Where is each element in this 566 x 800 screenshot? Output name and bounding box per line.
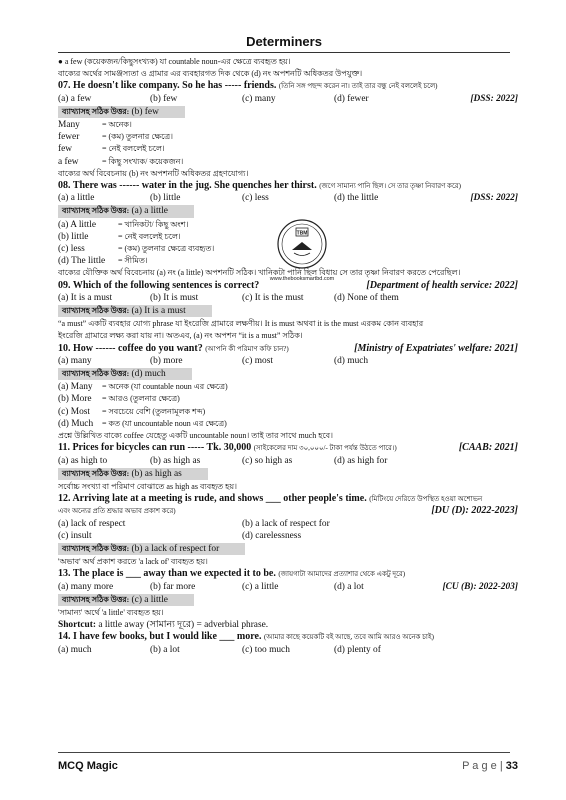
page-title: Determiners xyxy=(246,34,322,49)
explanation-note: “a must” একটি ব্যবহার যোগ্য phrase যা ইংরেজি গ্রামারে লক্ষণীয়। It is must অথবা it is the must এরকম কোন ব্যবহার xyxy=(58,319,424,329)
option: (a) much xyxy=(58,644,92,655)
explanation-note: 'অভাব' অর্থ প্রকাশ করতে 'a lack of' ব্যবহৃত হয়। xyxy=(58,557,208,567)
glossary-row: fewer = (কম) তুলনার ক্ষেত্রে। xyxy=(58,132,174,143)
option: (d) None of them xyxy=(334,292,399,303)
question-stem: 09. Which of the following sentences is correct? [Department of health service: 2022] xyxy=(58,279,518,291)
glossary-row: (a) Many = অনেক (যা countable noun এর ক্ষেত্রে) xyxy=(58,382,228,393)
option: (c) It is the must xyxy=(242,292,304,303)
option: (b) more xyxy=(150,355,183,366)
glossary-row: (b) little = নেই বললেই চলে। xyxy=(58,231,181,242)
glossary-row: Many = অনেক। xyxy=(58,120,132,131)
option: (b) a lot xyxy=(150,644,180,655)
explanation-note: বাক্যের যৌক্তিক অর্থ বিবেচনায় (a) নং (a little) অপশনটি সঠিক। খানিকটা পানি ছিল বিধায় সে তার তৃষ্ণা নিবারণ করতে পেরেছিল। xyxy=(58,268,461,278)
page-number: P a g e | 33 xyxy=(462,760,518,772)
option: (b) as high as xyxy=(150,455,201,466)
option: (a) a few xyxy=(58,93,92,104)
glossary-row: (d) Much = কত (যা uncountable noun এর ক্ষেত্রে) xyxy=(58,418,227,429)
intro-line: ● a few (কয়েকজন/কিছুসংখ্যক) যা countable noun-এর ক্ষেত্রে ব্যবহৃত হয়। xyxy=(58,57,291,66)
question-stem: 13. The place is ___ away than we expected it to be. (জায়গাটা আমাদের প্রত্যাশার থেকে একটু দূরে) xyxy=(58,568,406,580)
shortcut-note: Shortcut: a little away (সামান্য দূরে) = adverbial phrase. xyxy=(58,620,269,631)
glossary-row: few = নেই বললেই চলে। xyxy=(58,144,165,155)
options-row xyxy=(58,455,518,467)
footer-divider xyxy=(58,752,510,753)
header-divider xyxy=(58,52,510,53)
content xyxy=(58,56,518,656)
option: (c) so high as xyxy=(242,455,293,466)
question-stem: 08. There was ------ water in the jug. She quenches her thirst. (জগে সামান্য পানি ছিল। সে তার তৃষ্ণা নিবারণ করে) xyxy=(58,180,461,192)
footer-title: MCQ Magic xyxy=(58,760,118,772)
options-row xyxy=(58,644,518,656)
option: (d) the little xyxy=(334,193,379,204)
option: (c) most xyxy=(242,355,273,366)
options-row xyxy=(58,93,518,105)
option: (c) too much xyxy=(242,644,290,655)
glossary-row: (c) less = (কম) তুলনার ক্ষেত্রে ব্যবহৃত। xyxy=(58,244,215,255)
answer-box: ব্যাখ্যাসহ সঠিক উত্তর: (b) few xyxy=(58,106,185,118)
option: (d) fewer xyxy=(334,93,369,104)
option: (a) a little xyxy=(58,193,95,204)
glossary-row: a few = কিছু সংখ্যক/ কয়েকজন। xyxy=(58,156,184,167)
option: (b) little xyxy=(150,193,181,204)
explanation-note: বাক্যের অর্থ বিবেচনায় (b) নং অপশনটি অধিকতর গ্রহণযোগ্য। xyxy=(58,168,249,178)
question-source: [CAAB: 2021] xyxy=(458,442,518,454)
publisher-logo xyxy=(263,212,341,290)
option: (b) It is must xyxy=(150,292,199,303)
question-stem: 12. Arriving late at a meeting is rude, and shows ___ other people's time. (মিটিংয়ে দেরিতে উপস্থিত হওয়া অশোভন xyxy=(58,493,483,505)
question-source: [Department of health service: 2022] xyxy=(366,279,518,291)
answer-box: ব্যাখ্যাসহ সঠিক উত্তর: (a) It is a must xyxy=(58,305,212,317)
glossary-row: (c) Most = সবচেয়ে বেশি (তুলনামূলক শব্দ) xyxy=(58,406,206,417)
option: (c) insult xyxy=(58,530,92,541)
option: (c) less xyxy=(242,193,269,204)
option: (a) lack of respect xyxy=(58,518,126,529)
explanation-note: প্রশ্নে উল্লিখিত বাক্যে coffee যেহেতু একটি uncountable noun। তাই তার সাথে much হবে। xyxy=(58,431,333,441)
option: (a) It is a must xyxy=(58,292,113,303)
options-row xyxy=(58,355,518,367)
glossary-row: (d) The little = সীমিত। xyxy=(58,256,148,267)
option: (d) as high for xyxy=(334,455,388,466)
option: (a) many xyxy=(58,355,92,366)
option: (c) a little xyxy=(242,581,279,592)
logo-caption: www.thebooksmartbd.com xyxy=(269,276,335,282)
options-row xyxy=(58,292,518,304)
option: (a) as high to xyxy=(58,455,108,466)
glossary-row: (a) A little = খানিকটা/ কিছু অংশ। xyxy=(58,219,189,230)
option: (d) plenty of xyxy=(334,644,381,655)
option: (b) few xyxy=(150,93,178,104)
question-stem: 14. I have few books, but I would like ___ more. (আমার কাছে কয়েকটি বই আছে, তবে আমি আরও অনেক চাই) xyxy=(58,631,434,643)
question-stem: 07. He doesn't like company. So he has ----- friends. (তিনি সঙ্গ পছন্দ করেন না। তাই তার বন্ধু নেই বললেই চলে) xyxy=(58,80,438,92)
question-stem: 11. Prices for bicycles can run ----- Tk. 30,000 (সাইকেলের দাম ৩০,০০০/- টাকা পর্যন্ত উঠতে পারে।) [CAAB: 2021] xyxy=(58,442,518,454)
option: (c) many xyxy=(242,93,276,104)
options-row xyxy=(58,192,518,204)
answer-box: ব্যাখ্যাসহ সঠিক উত্তর: (a) a little xyxy=(58,205,194,217)
options-row xyxy=(58,530,518,542)
option: (b) far more xyxy=(150,581,196,592)
answer-box: ব্যাখ্যাসহ সঠিক উত্তর: (c) a little xyxy=(58,594,194,606)
options-row xyxy=(58,581,518,593)
question-source: [DU (D): 2022-2023] xyxy=(431,505,518,517)
answer-box: ব্যাখ্যাসহ সঠিক উত্তর: (b) as high as xyxy=(58,468,208,480)
answer-box: ব্যাখ্যাসহ সঠিক উত্তর: (d) much xyxy=(58,368,192,380)
option: (d) much xyxy=(334,355,369,366)
options-row xyxy=(58,518,518,530)
question-source: [DSS: 2022] xyxy=(470,193,518,204)
question-source: [DSS: 2022] xyxy=(470,93,518,104)
option: (d) carelessness xyxy=(242,530,302,541)
option: (d) a lot xyxy=(334,581,364,592)
svg-text:TBM: TBM xyxy=(296,230,308,237)
explanation-note: ইংরেজি গ্রামারে লক্ষ্য করা যায় না। অতএব, (a) নং অপশন “it is a must” সঠিক। xyxy=(58,331,303,341)
answer-box: ব্যাখ্যাসহ সঠিক উত্তর: (b) a lack of respect for xyxy=(58,543,245,555)
question-source: [CU (B): 2022-203] xyxy=(442,581,518,592)
question-source: [Ministry of Expatriates' welfare: 2021] xyxy=(354,342,518,354)
explanation-note: সর্বোচ্চ সংখ্যা বা পরিমাণ বোঝাতে as high as ব্যবহৃত হয়। xyxy=(58,481,237,491)
option: (a) many more xyxy=(58,581,114,592)
question-stem-cont: এবং অন্যের প্রতি শ্রদ্ধার অভাব প্রকাশ করে) [DU (D): 2022-2023] xyxy=(58,505,518,517)
intro-line: বাক্যের অর্থের সামঞ্জস্যতা ও গ্রামার এর ব্যবহারগত দিক থেকে (d) নং অপশনটি অধিকতর উপযুক্ত। xyxy=(58,69,363,79)
glossary-row: (b) More = আরও (তুলনার ক্ষেত্রে) xyxy=(58,394,180,405)
option: (b) a lack of respect for xyxy=(242,518,330,529)
explanation-note: 'সামান্য' অর্থে 'a little' ব্যবহৃত হয়। xyxy=(58,607,164,617)
question-stem: 10. How ------ coffee do you want? (আপনি কী পরিমাণ কফি চান?) [Ministry of Expatriates' welfare: 2021] xyxy=(58,342,518,354)
